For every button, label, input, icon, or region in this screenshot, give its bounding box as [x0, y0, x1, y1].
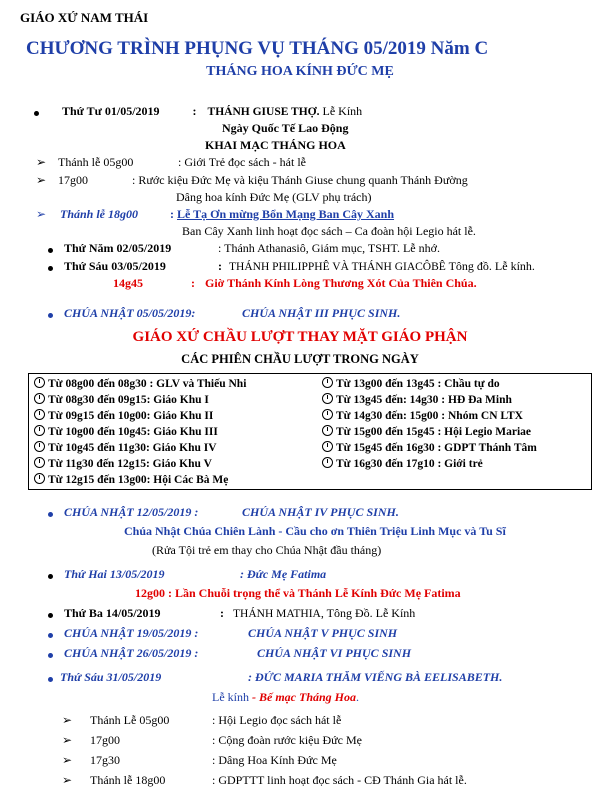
- item-text: : Hội Legio đọc sách hát lễ: [212, 713, 342, 727]
- entry-line3: (Rửa Tội trẻ em thay cho Chúa Nhật đầu tháng): [152, 543, 382, 557]
- entry-date: Thứ Năm 02/05/2019: [64, 241, 172, 255]
- entry-date: Thứ Ba 14/05/2019: [64, 606, 161, 620]
- entry-rank: , Tông Đồ. Lễ Kính: [320, 606, 416, 620]
- entry-line2: Chúa Nhật Chúa Chiên Lành - Cầu cho ơn Thiên Triệu Linh Mục và Tu Sĩ: [124, 524, 506, 538]
- schedule-text: Từ 14g30 đến: 15g00 : Nhóm CN LTX: [336, 410, 523, 422]
- arrow-icon: ➢: [36, 207, 47, 221]
- schedule-item: [34, 376, 246, 390]
- schedule-item: [34, 392, 209, 406]
- schedule-text: Từ 16g30 đến 17g10 : Giới trẻ: [336, 458, 483, 470]
- entry-line2: 12g00 : Lần Chuỗi trọng thể và Thánh Lễ Kính Đức Mẹ Fatima: [135, 586, 461, 600]
- entry-text: Giờ Thánh Kính Lòng Thương Xót Của Thiên Chúa.: [205, 276, 477, 290]
- entry-line2-rank: Lễ kính: [212, 690, 249, 704]
- schedule-item: [322, 456, 483, 470]
- schedule-item: [322, 424, 531, 438]
- entry-0305-text: [218, 259, 535, 274]
- clock-icon: [322, 393, 333, 404]
- entry-date: Thứ Tư 01/05/2019: [62, 104, 160, 118]
- schedule-text: Từ 13g00 đến 13g45 : Chầu tự do: [336, 378, 500, 390]
- clock-icon: [34, 457, 45, 468]
- entry-colon: :: [191, 276, 195, 290]
- schedule-text: Từ 13g45 đến: 14g30 : HĐ Đa Minh: [336, 394, 512, 406]
- adoration-subtitle: CÁC PHIÊN CHẦU LƯỢT TRONG NGÀY: [181, 352, 419, 366]
- entry-text: CHÚA NHẬT VI PHỤC SINH: [257, 646, 412, 660]
- item-time: Thánh lễ 18g00: [90, 773, 166, 787]
- arrow-icon: ➢: [36, 155, 47, 169]
- item-text: : GDPTTT linh hoạt đọc sách - CĐ Thánh Gia hát lễ.: [212, 773, 467, 787]
- bullet-icon: [48, 653, 53, 658]
- entry-date: Thứ Sáu 03/05/2019: [64, 259, 166, 273]
- bullet-icon: [34, 111, 39, 116]
- schedule-text: Từ 08g00 đến 08g30 : GLV và Thiếu Nhi: [48, 378, 247, 390]
- item-text: Dâng hoa kính Đức Mẹ (GLV phụ trách): [176, 190, 372, 204]
- schedule-item: [322, 392, 512, 406]
- entry-date: Thứ Sáu 31/05/2019: [60, 670, 162, 684]
- schedule-text: Từ 11g30 đến 12g15: Giáo Khu V: [48, 458, 212, 470]
- clock-icon: [322, 457, 333, 468]
- entry-saint: THÁNH MATHIA: [233, 608, 321, 620]
- schedule-text: Từ 10g45 đến 11g30: Giáo Khu IV: [48, 442, 217, 454]
- item-time: 17g00: [90, 733, 120, 747]
- page-subtitle: THÁNG HOA KÍNH ĐỨC MẸ: [206, 64, 394, 79]
- entry-date: CHÚA NHẬT 19/05/2019 :: [64, 626, 199, 640]
- clock-icon: [322, 377, 333, 388]
- schedule-item: [322, 376, 500, 390]
- entry-feast: THÁNH GIUSE THỢ.: [207, 106, 320, 118]
- entry-date: CHÚA NHẬT 26/05/2019 :: [64, 646, 199, 660]
- bullet-icon: [48, 313, 53, 318]
- item-text: : Giới Trẻ đọc sách - hát lễ: [178, 155, 306, 169]
- entry-text: CHÚA NHẬT V PHỤC SINH: [248, 626, 398, 640]
- entry-colon: :: [218, 259, 222, 273]
- arrow-icon: ➢: [62, 753, 73, 767]
- clock-icon: [34, 393, 45, 404]
- bullet-icon: [48, 266, 53, 271]
- entry-colon: :: [192, 104, 197, 118]
- clock-icon: [34, 441, 45, 452]
- bullet-icon: [48, 574, 53, 579]
- arrow-icon: ➢: [36, 173, 47, 187]
- schedule-text: Từ 10g00 đến 10g45: Giáo Khu III: [48, 426, 218, 438]
- arrow-icon: ➢: [62, 773, 73, 787]
- clock-icon: [322, 409, 333, 420]
- arrow-icon: ➢: [62, 733, 73, 747]
- item-time: 17g30: [90, 753, 120, 767]
- bullet-icon: [48, 633, 53, 638]
- item-text: [170, 207, 394, 222]
- entry-text: CHÚA NHẬT III PHỤC SINH.: [242, 306, 401, 320]
- bullet-icon: [48, 677, 53, 682]
- entry-time: 14g45: [113, 276, 143, 290]
- schedule-item: [34, 408, 213, 422]
- entry-0105-line3: KHAI MẠC THÁNG HOA: [205, 138, 346, 152]
- entry-colon: :: [220, 606, 224, 620]
- item-text: : Dâng Hoa Kính Đức Mẹ: [212, 753, 337, 767]
- entry-rank: Tông đồ. Lễ kính.: [445, 259, 535, 273]
- item-text: : Cộng đoàn rước kiệu Đức Mẹ: [212, 733, 362, 747]
- schedule-text: Từ 12g15 đến 13g00: Hội Các Bà Mẹ: [48, 474, 229, 486]
- entry-date: Thứ Hai 13/05/2019: [64, 567, 165, 581]
- schedule-item: [322, 440, 537, 454]
- adoration-title: GIÁO XỨ CHẦU LƯỢT THAY MẶT GIÁO PHẬN: [132, 329, 468, 345]
- page-title: CHƯƠNG TRÌNH PHỤNG VỤ THÁNG 05/2019 Năm C: [26, 38, 489, 59]
- arrow-icon: ➢: [62, 713, 73, 727]
- item-colon: :: [170, 207, 177, 221]
- bullet-icon: [48, 613, 53, 618]
- item-text-underlined: Lễ Tạ Ơn mừng Bổn Mạng Ban Cây Xanh: [177, 207, 395, 221]
- schedule-text: Từ 15g00 đến 15g45 : Hội Legio Mariae: [336, 426, 532, 438]
- entry-saints: THÁNH PHILIPPHÊ VÀ THÁNH GIACÔBÊ: [229, 261, 446, 273]
- schedule-text: Từ 15g45 đến 16g30 : GDPT Thánh Tâm: [336, 442, 537, 454]
- entry-line2-dot: .: [356, 690, 359, 704]
- schedule-text: Từ 09g15 đến 10g00: Giáo Khu II: [48, 410, 214, 422]
- bullet-icon: [48, 512, 53, 517]
- bullet-icon: [48, 248, 53, 253]
- entry-text: CHÚA NHẬT IV PHỤC SINH.: [242, 505, 399, 519]
- clock-icon: [322, 425, 333, 436]
- item-time: Thánh lễ 05g00: [58, 155, 134, 169]
- clock-icon: [322, 441, 333, 452]
- entry-1405-text: [220, 606, 415, 621]
- item-time: 17g00: [58, 173, 88, 187]
- entry-date: CHÚA NHẬT 05/05/2019:: [64, 306, 196, 320]
- schedule-item: [322, 408, 523, 422]
- entry-0105: [62, 104, 362, 119]
- schedule-item: [34, 424, 218, 438]
- schedule-item: [34, 440, 217, 454]
- schedule-item: [34, 472, 228, 486]
- clock-icon: [34, 425, 45, 436]
- entry-text: : ĐỨC MARIA THĂM VIẾNG BÀ EELISABETH.: [248, 670, 503, 684]
- clock-icon: [34, 409, 45, 420]
- clock-icon: [34, 377, 45, 388]
- entry-text: : Thánh Athanasiô, Giám mục, TSHT. Lễ nhớ.: [218, 241, 440, 255]
- entry-0105-line2: Ngày Quốc Tế Lao Động: [222, 121, 349, 135]
- entry-line2-close: - Bế mạc Tháng Hoa: [249, 690, 356, 704]
- schedule-text: Từ 08g30 đến 09g15: Giáo Khu I: [48, 394, 209, 406]
- schedule-item: [34, 456, 212, 470]
- clock-icon: [34, 473, 45, 484]
- entry-line2: [212, 690, 359, 705]
- item-text: : Rước kiệu Đức Mẹ và kiệu Thánh Giuse chung quanh Thánh Đường: [132, 173, 468, 187]
- entry-rank: Lễ Kính: [319, 104, 363, 118]
- entry-date: CHÚA NHẬT 12/05/2019 :: [64, 505, 199, 519]
- item-text: Ban Cây Xanh linh hoạt đọc sách – Ca đoàn hội Legio hát lễ.: [182, 224, 476, 238]
- item-time: Thánh lễ 18g00: [60, 207, 139, 221]
- parish-name: GIÁO XỨ NAM THÁI: [20, 10, 149, 25]
- item-time: Thánh Lễ 05g00: [90, 713, 170, 727]
- entry-text: : Đức Mẹ Fatima: [240, 567, 327, 581]
